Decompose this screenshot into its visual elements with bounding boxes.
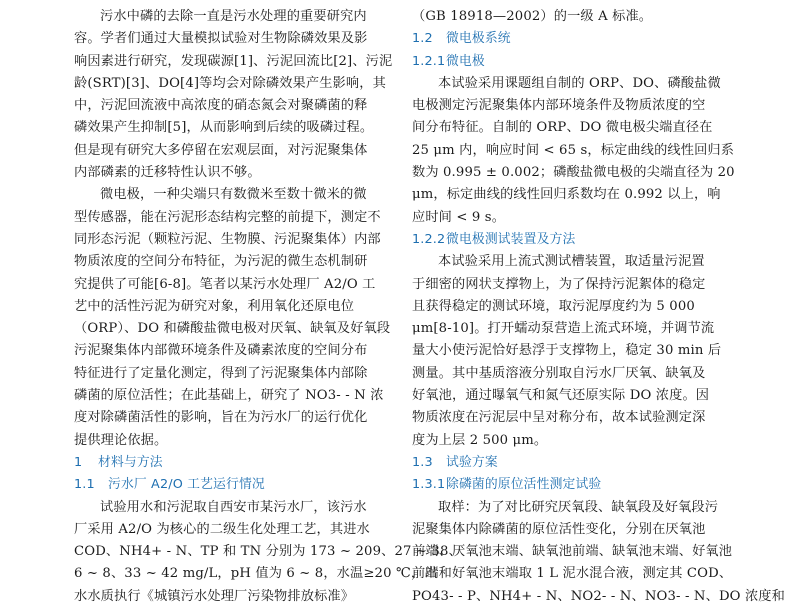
text-line: 内部磷素的迁移特性认识不够。	[74, 165, 261, 181]
section-title: 试验方案	[446, 454, 498, 470]
section-title: 微电极测试装置及方法	[446, 231, 576, 247]
text-line: 厂采用 A2/O 为核心的二级生化处理工艺，其进水	[74, 521, 370, 537]
text-line: 特征进行了定量化测定，得到了污泥聚集体内部除	[74, 365, 368, 381]
text-line: PO43- - P、NH4+ - N、NO2- - N、NO3- - N、DO 浓度和	[412, 588, 785, 604]
text-line: 型传感器，能在污泥形态结构完整的前提下，测定不	[74, 209, 381, 225]
section-heading	[412, 28, 724, 50]
text-line: 物质浓度在污泥层中呈对称分布，故本试验测定深	[412, 410, 706, 426]
text-line: 究提供了可能[6-8]。笔者以某污水处理厂 A2/O 工	[74, 276, 376, 292]
text-line: 前端和好氧池末端取 1 L 泥水混合液，测定其 COD、	[412, 566, 733, 582]
right-column	[412, 6, 785, 608]
text-line: 中，污泥回流液中高浓度的硝态氮会对聚磷菌的释	[74, 98, 368, 114]
section-number: 1.1	[74, 477, 95, 493]
section-number: 1.2	[412, 31, 433, 47]
text-line: 量大小使污泥恰好悬浮于支撑物上，稳定 30 min 后	[412, 343, 722, 359]
section-heading	[412, 452, 724, 474]
text-line: 艺中的活性污泥为研究对象，利用氧化还原电位	[74, 298, 355, 314]
section-heading	[412, 474, 724, 496]
text-line: 度为上层 2 500 μm。	[412, 432, 548, 448]
text-line: 磷效果产生抑制[5]，从而影响到后续的吸磷过程。	[74, 120, 374, 136]
section-number: 1	[74, 454, 83, 470]
text-line: 容。学者们通过大量模拟试验对生物除磷效果及影	[74, 31, 368, 47]
text-line: （ORP）、DO 和磷酸盐微电极对厌氧、缺氧及好氧段	[74, 321, 391, 337]
section-title: 微电极系统	[446, 31, 511, 47]
text-line: μm，标定曲线的线性回归系数均在 0.992 以上，响	[412, 187, 721, 203]
text-line: COD、NH4+ - N、TP 和 TN 分别为 173 ~ 209、27 ~ 38、	[74, 544, 462, 560]
text-line: 好氧池，通过曝氧气和氮气还原实际 DO 浓度。因	[412, 388, 710, 404]
text-line: 磷菌的原位活性；在此基础上，研究了 NO3- - N 浓	[74, 388, 384, 404]
section-title: 除磷菌的原位活性测定试验	[446, 477, 602, 493]
text-line: 微电极，一种尖端只有数微米至数十微米的微	[100, 187, 367, 203]
text-line: 提供理论依据。	[74, 432, 168, 448]
text-line: 试验用水和污泥取自西安市某污水厂，该污水	[100, 499, 367, 515]
text-line: 前端、厌氧池末端、缺氧池前端、缺氧池末端、好氧池	[412, 544, 733, 560]
section-title: 材料与方法	[98, 454, 163, 470]
text-line: 水水质执行《城镇污水处理厂污染物排放标准》	[74, 588, 355, 604]
text-line: 间分布特征。自制的 ORP、DO 微电极尖端直径在	[412, 120, 713, 136]
text-line: μm[8-10]。打开蠕动泵营造上流式环境，并调节流	[412, 321, 715, 337]
text-line: 度对除磷菌活性的影响，旨在为污水厂的运行优化	[74, 410, 368, 426]
section-heading	[74, 452, 386, 474]
text-line: 6 ~ 8、33 ~ 42 mg/L，pH 值为 6 ~ 8，水温≥20 ℃，出	[74, 566, 438, 582]
text-line: 且获得稳定的测试环境，取污泥厚度约为 5 000	[412, 298, 695, 314]
text-line: 污泥聚集体内部微环境条件及磷素浓度的空间分布	[74, 343, 368, 359]
text-line: 25 μm 内，响应时间 < 65 s，标定曲线的线性回归系	[412, 142, 735, 158]
text-line: 同形态污泥（颗粒污泥、生物膜、污泥聚集体）内部	[74, 231, 381, 247]
text-line: 电极测定污泥聚集体内部环境条件及物质浓度的空	[412, 98, 706, 114]
section-heading	[74, 474, 386, 496]
text-line: （GB 18918—2002）的一级 A 标准。	[412, 9, 653, 24]
text-line: 测量。其中基质溶液分别取自污水厂厌氧、缺氧及	[412, 365, 706, 381]
section-number: 1.2.2	[412, 231, 446, 247]
section-title: 微电极	[446, 53, 485, 69]
text-line: 但是现有研究大多停留在宏观层面，对污泥聚集体	[74, 142, 368, 158]
text-line: 取样：为了对比研究厌氧段、缺氧段及好氧段污	[438, 499, 719, 515]
text-line: 泥聚集体内除磷菌的原位活性变化，分别在厌氧池	[412, 521, 706, 537]
text-line: 物质浓度的空间分布特征，为污泥的微生态机制研	[74, 254, 368, 270]
section-number: 1.3.1	[412, 477, 446, 493]
section-title: 污水厂 A2/O 工艺运行情况	[108, 477, 265, 493]
text-line: 本试验采用上流式测试槽装置，取适量污泥置	[438, 254, 705, 270]
text-line: 数为 0.995 ± 0.002；磷酸盐微电极的尖端直径为 20	[412, 165, 735, 181]
text-line: 龄(SRT)[3]、DO[4]等均会对除磷效果产生影响，其	[74, 75, 386, 91]
text-line: 响因素进行研究，发现碳源[1]、污泥回流比[2]、污泥	[74, 53, 393, 69]
section-number: 1.2.1	[412, 53, 446, 69]
section-heading	[412, 51, 724, 73]
text-line: 于细密的网状支撑物上，为了保持污泥絮体的稳定	[412, 276, 706, 292]
text-line: 本试验采用课题组自制的 ORP、DO、磷酸盐微	[438, 75, 721, 91]
section-number: 1.3	[412, 454, 433, 470]
text-line: 污水中磷的去除一直是污水处理的重要研究内	[100, 9, 367, 24]
section-heading	[412, 229, 724, 251]
text-line: 应时间 < 9 s。	[412, 209, 506, 225]
